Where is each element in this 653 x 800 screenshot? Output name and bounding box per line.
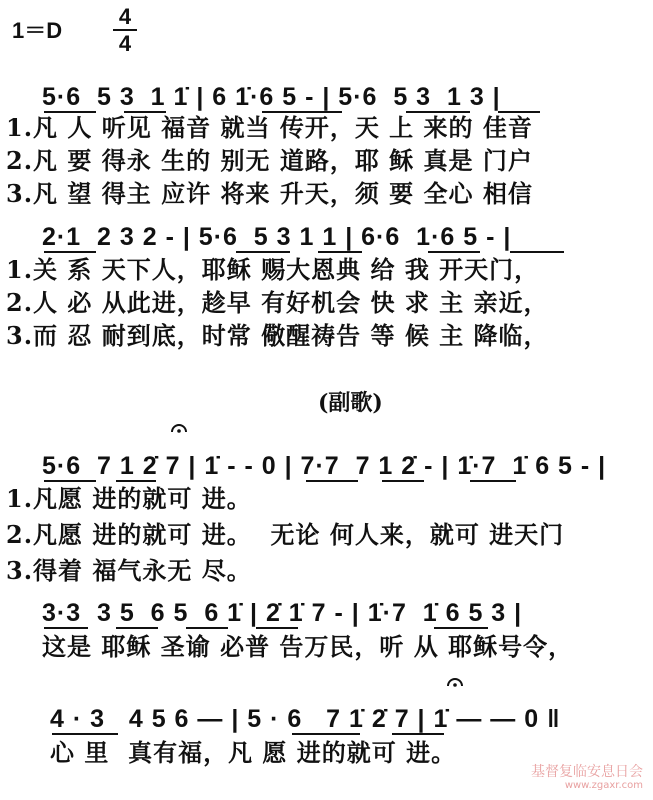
chorus-label: (副歌) [318,390,383,416]
lyrics-1-verse-3: 3.凡 望 得主 应许 将来 升天，须 要 全心 相信 [6,179,533,208]
key-signature: 1＝D [12,18,63,43]
watermark-line-2: www.zgaxr.com [564,780,643,791]
lyrics-5: 心 里 真有福，凡 愿 进的就可 进。 [50,738,457,767]
fermata-dot [177,429,181,433]
notes-line-2: 2·1 2 3 2 - | 5·6 5 3 1 1 | 6·6 1·6 5 - | [42,223,512,251]
meter-bottom: 4 [118,31,132,56]
lyrics-3-verse-3: 3.得着 福气永无 尽。 [6,556,252,585]
fermata-dot [453,683,457,687]
lyrics-3-verse-1: 1.凡愿 进的就可 进。 [6,484,252,513]
lyrics-3-verse-2: 2.凡愿 进的就可 进。 无论 何人来，就可 进天门 [6,520,565,549]
notes-line-3: 5·6 7 1 2̇ 7 | 1̇ - - 0 | 7·7 7 1 2̇ - | 1̇·7 1̇ 6 5 - | [42,452,607,480]
notes-line-1: 5·6 5 3 1 1̇ | 6 1̇·6 5 - | 5·6 5 3 1 3 | [42,83,501,111]
watermark-line-1: 基督复临安息日会 [531,764,643,780]
lyrics-2-verse-1: 1.关 系 天下人，耶稣 赐大恩典 给 我 开天门， [6,255,540,284]
lyrics-4: 这是 耶稣 圣谕 必普 告万民，听 从 耶稣号令， [42,632,574,661]
lyrics-2-verse-3: 3.而 忍 耐到底，时常 儆醒祷告 等 候 主 降临， [6,321,549,350]
meter-top: 4 [118,4,132,29]
notes-line-4: 3·3 3 5 6 5 6 1̇ | 2̇ 1̇ 7 - | 1̇·7 1̇ 6 5 3 | [42,599,523,627]
lyrics-2-verse-2: 2.人 必 从此进，趁早 有好机会 快 求 主 亲近， [6,288,549,317]
lyrics-1-verse-1: 1.凡 人 听见 福音 就当 传开，天 上 来的 佳音 [6,113,533,142]
lyrics-1-verse-2: 2.凡 要 得永 生的 别无 道路，耶 稣 真是 门户 [6,146,533,175]
notes-line-5: 4 · 3 4 5 6 — | 5 · 6 7 1̇ 2̇ 7 | 1̇ — — 0 ‖ [50,705,561,733]
watermark [531,764,643,792]
